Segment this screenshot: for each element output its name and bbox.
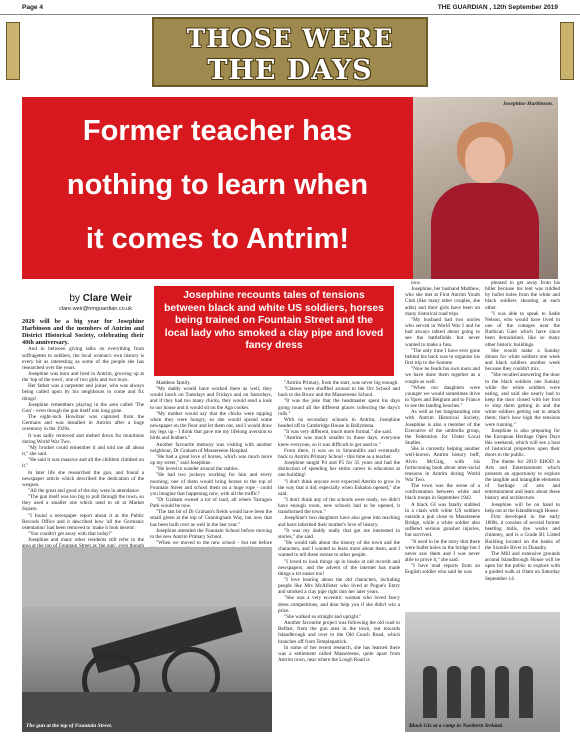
paragraph: "My husband had two uncles who served in World War I and he had always talked about going to see the battlefields but never wanted to make a fuss. (405, 316, 480, 348)
section-banner (152, 17, 428, 87)
left-ornament (6, 22, 20, 80)
paragraph: First developed in the early 1800s, it consists of several former beetling mills, dye works and chimney, and is a Grade B1 Listed Building located on the banks of the Sixmile River in Dunadry. (485, 513, 560, 551)
paragraph: As well as her longstanding role with Antrim Historical Society, Josephine is also a member of the Executive of the umbrella group, the Federation for Ulster Local Studies. (405, 409, 480, 447)
paragraph: Another favourite memory was visiting with another neighbour, Dr Graham of Massereene Hospital. (150, 441, 272, 454)
paragraph: "The last bit of Dr Graham's fields would have been the small green at the top of Cunningham Way, but now that has been built over as well in the last year." (150, 509, 272, 528)
paragraph: Josephine is also preparing for the European Heritage Open Days this weekend, which will see a host of historical properties open their doors to the public. (485, 427, 560, 459)
headline-line-2: nothing to learn when (66, 169, 369, 201)
paragraph: Another favourite project was following the old road to Belfast, from the gun area in the town, out towards Islandbrough and over to the Old Coach Road, which branches off from Templepatrick. (278, 620, 400, 645)
paragraph: "When our daughters were younger we would sometimes drive to Ypres and Belgium and to France to see the landing beaches." (405, 384, 480, 410)
paragraph: The town was the scene of a confrontation between white and black troops in September 1942. (405, 483, 480, 502)
paragraph: The Mill and extensive grounds around Islandbrough House will be open for the public to explore with a guided walk at 10am on Saturday September 14. (485, 550, 560, 582)
portrait-photo (413, 97, 558, 279)
paragraph: "I don't think any of the schools were ready, we didn't have enough room, new schools had to be opened, it transformed the town." (278, 496, 400, 516)
paragraph: "I was able to speak to Sadie Nelson, who would have lived in one of the cottages near the Barbican Gate which have since been demolished, like so many other historic buildings. (485, 310, 560, 348)
paragraph: In later life she researched the gun, and found a newspaper article which described the dedication of the weapon. (22, 469, 144, 488)
paragraph: "The only time I have ever gone behind his back was to organise his first trip to the Somme. (405, 347, 480, 367)
paragraph: "Classes were shuffled around to the Orr School and back to the Bruce and the Massereene School. (278, 386, 400, 399)
column-5 (485, 280, 560, 615)
paragraph: Josephine, her husband Matthew, who she met at First Antrim Youth Club (like many other couples, she adds) and their girls have been on many historical road trips. (405, 286, 480, 317)
paragraph: With no secondary schools in Antrim, Josephine headed off to Cambridge House in Ballymena. (278, 416, 400, 430)
paragraph: "I loved to look things up in books at old records and newspapers, and the advent of the internet has made things a lot easier too! (278, 558, 400, 577)
soldiers-photo-caption: Black GIs at a camp in Northern Ireland. (409, 723, 504, 729)
paragraph: "He had a great love of horses, which was much more up my street," said Josephine. (150, 453, 272, 467)
soldier-figure (423, 666, 437, 718)
paragraph: Josephine will be on hand to help out at the Islandbrough House. (485, 501, 560, 514)
banner-line-1: THOSE WERE (186, 24, 394, 53)
buildings-backdrop (22, 547, 272, 607)
paper-dateline: THE GUARDIAN , 12th September 2019 (437, 4, 558, 11)
portrait-body (431, 183, 539, 279)
paragraph: Josephine was born and bred in Antrim, growing up at the 'top of the town', one of two girls and two boys. (22, 371, 144, 384)
soldier-figure (519, 666, 533, 718)
headline-line-1: Former teacher has (82, 115, 353, 147)
paragraph: "I don't think anyone ever expected Antrim to grow in the way that it did, especially when Enkalon opened," she said. (278, 478, 400, 497)
portrait-face (465, 137, 505, 183)
paragraph: Josephine attended the Fountain School before moving to the new Antrim Primary School. (150, 527, 272, 540)
intro-paragraph: 2020 will be a big year for Josephine Harbinson and the members of Antrim and District Historical Society, celebrating their 40th anniversary. (22, 318, 144, 347)
paragraph: "He loved to wander around the stables. (156, 466, 239, 473)
paragraph: "He would talk about the history of the town and the characters, and I wanted to learn more about them, and I wanted to tell these stories to other people. (278, 540, 400, 559)
paragraph: "Dr Graham owned a lot of land, all where Tarragon Park would be now. (150, 496, 272, 510)
paragraph: "All the great and good of the day were in attendance. (28, 487, 141, 494)
paragraph: "It was the joke that the headmaster spent his days going round all the different places collecting the days's rolls." (278, 398, 400, 417)
paragraph: The theme for 2019 EHOD is Arts and Entertainment which presents an opportunity to explore the tangible and intangible elements of heritage of arts and entertainment and learn about these history and architecture. (485, 458, 560, 502)
column-4 (405, 280, 480, 610)
paragraph: In some of her recent research, she has learned there was a settlement called Massereene, quite apart from Antrim town, near where the Lough Road is (278, 644, 400, 664)
portrait-caption: Josephine Harbinson. (502, 101, 553, 107)
byline-prefix: by (69, 293, 83, 304)
paragraph: "It used to be the story that there were bullet holes in the bridge but I never saw them and I was never able to prove it," she said. (405, 538, 480, 564)
paragraph: "It was my daddy really that got me interested in stories," she said. (278, 527, 400, 540)
paragraph: Maddens family. (156, 380, 191, 386)
paragraph: A black GI was fatally stabbed in a clash with white US soldiers outside a pub close to Massereene Bridge, while a white soldier also suffered serious gunshot injuries, but survived. (405, 501, 480, 539)
paragraph: "My brother could remember it and told me all about it," she said. (22, 444, 144, 458)
paragraph: The eight-inch Howitzer was captured from the Germans and was installed in Antrim after a huge ceremony in the 1920s. (22, 414, 144, 433)
paragraph: "When we moved to the new school - but not before (156, 540, 272, 547)
paragraph: "You couldn't get away with that today!" (28, 531, 113, 538)
headline-line-3: it comes to Antrim! (85, 223, 350, 255)
soldier-figure (471, 666, 485, 718)
paragraph: "My mother would say that the chicks were tapping when they were hungry, so she would spread some newspaper on the floor and let them out, and I would draw my legs up - I think that gave me my lifelong aversion to birds and feathers." (150, 410, 272, 442)
soldier-figure (495, 666, 509, 718)
paragraph: "She was a very eccentric woman who loved fancy dress competitions, and dear help you if she didn't win a prize. (278, 595, 400, 614)
paragraph: "It was very different, much more formal," she said. (284, 429, 393, 436)
paragraph: "I love hearing about the old characters, including people like Mrs McAllister who lived at Pogue's Entry and smoked a clay pipe right into her later years. (278, 577, 400, 596)
paragraph: "He said it was massive and all the children climbed on it." (22, 457, 144, 470)
standfirst-box: Josephine recounts tales of tensions between black and white US soldiers, horses being trained on Fountain Street and the local lady who smoked a clay pipe and loved fancy dress (154, 286, 394, 376)
gun-photo-caption: The gun at the top of Fountain Street. (26, 723, 113, 729)
paragraph: Josephine taught P4 and P5 for 35 years and had the distinction of spending her entire career in education at one building! (278, 460, 400, 479)
byline-name: Clare Weir (82, 293, 132, 304)
column-2 (150, 380, 272, 555)
paragraph: "She walked so straight and upright." (284, 613, 362, 620)
paragraph: "He had two jockeys working for him and every morning, one of them would bring horses to the top of Fountain Street and school them on a huge rope - could you imagine that happening now, with all the traffic? (150, 472, 272, 497)
headline-box (22, 97, 413, 279)
paragraph: And in between giving talks on everything from suffragettes to soldiers, the local woman's own history is every bit as interesting as some of the people she has researched over the years. (22, 346, 144, 371)
paragraph: "The gun itself was too big to pull through the town, so they used a smaller one which used to sit at Market Square. (22, 494, 144, 513)
byline (22, 293, 132, 312)
paragraph: Josephine remembers playing in the area called 'The Gun' - even though the gun itself was long gone. (22, 401, 144, 414)
page-header (0, 0, 580, 15)
paragraph: Josephine and many other residents still refer to the (28, 537, 144, 544)
paragraph: From there, it was on to Stranmillis and eventually back to Antrim Primary School - this time as a teacher. (278, 447, 400, 460)
byline-email: clare.weir@nmguardian.co.uk (59, 306, 132, 312)
paragraph: "Antrim was much smaller in those days, everyone knew everyone, so it was difficult to get used to." (278, 435, 400, 448)
paragraph: now. (411, 280, 421, 286)
paragraph: "I have read reports from an English soldier who said he was (405, 563, 480, 576)
page-number: Page 4 (22, 4, 43, 11)
paragraph: "I found a newspaper report about it at the Public Records Office and it described how 'all the Germanic ostentation' had been removed to 'make it look decent'. (22, 512, 144, 531)
gun-photo (22, 547, 272, 732)
paragraph: "My daddy would have worked there as well; they would lunch on Tuesdays and Fridays and on Saturdays, and if they had too many chicks, they would send a look to our house and it would sit on the Aga cooker. (150, 386, 272, 411)
column-3 (278, 380, 400, 730)
soldier-figure (447, 666, 461, 718)
paragraph: "Now he feads his own tours and we have done them together as a couple as well. (405, 366, 480, 385)
paragraph: It was sadly removed and melted down for munitions during World War Two. (22, 432, 144, 445)
right-ornament (560, 22, 574, 80)
paragraph: pleased to get away from his billet because his tent was riddled by bullet holes from the white and black soldiers shooting at each other. (485, 280, 560, 311)
soldiers-photo (405, 612, 560, 732)
paragraph: She is currently helping another well-known Antrim history buff, Alvin McCaig, with his forthcoming book about inter-racial tensions in Antrim during World War Two. (405, 446, 480, 483)
paragraph: Josephine's two daughters have also gone into teaching and have inherited their mother's love of history. (278, 515, 400, 528)
paragraph: She would make a Sunday dinner for white soldiers one week and black soldiers another week because they couldn't mix. (485, 347, 560, 373)
banner-line-2: THE DAYS (207, 55, 373, 86)
paragraph: Her father was a carpenter and joiner, who was always being called upon by his neighbours to come and fix things! (22, 383, 144, 402)
paragraph: "Antrim Primary, from the start, was never big enough. (284, 380, 399, 386)
paragraph: "She recalled answering the door to the black soldiers one Sunday while the white soldiers were eating, and said she nearly had to keep the door closed with her foot to stop them getting in and the white soldiers getting out to attack them; that's how high the tensions were running." (485, 372, 560, 428)
